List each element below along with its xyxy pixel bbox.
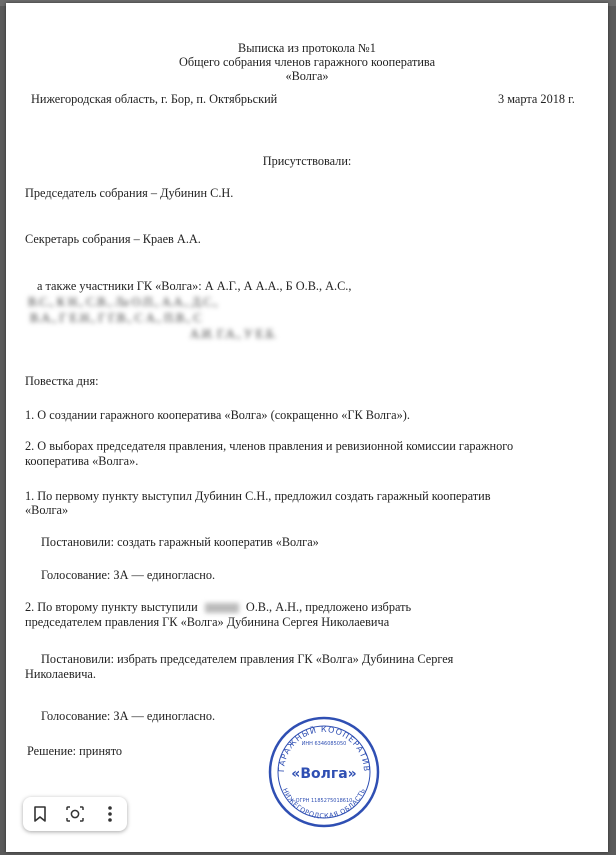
doc-title-line2: Общего собрания членов гаражного кооператива: [178, 55, 436, 69]
chairman-line: Председатель собрания – Дубинин С.Н.: [25, 186, 234, 200]
vote-2: Голосование: ЗА — единогласно.: [41, 709, 216, 723]
second-item-speech-cont: председателем правления ГК «Волга» Дубинина Сергея Николаевича: [25, 615, 390, 629]
stamp-top-text: ГАРАЖНЫЙ КООПЕРАТИВ: [276, 724, 372, 773]
document-page: [6, 3, 608, 852]
stamp-bottom-text: НИЖЕГОРОДСКАЯ ОБЛАСТЬ: [280, 786, 368, 821]
doc-title-line1: Выписка из протокола №1: [238, 41, 376, 55]
agenda-item-2-cont: кооператива «Волга».: [25, 454, 139, 468]
stamp-name: «Волга»: [291, 766, 357, 782]
bookmark-icon: [33, 806, 47, 822]
lens-icon: [65, 805, 85, 823]
second-item-intro: 2. По второму пункту выступили: [25, 600, 198, 614]
meeting-place: Нижегородская область, г. Бор, п. Октябрьский: [31, 92, 278, 106]
present-heading: Присутствовали:: [262, 154, 352, 168]
participants-line: В.С., К Н., С.В., Ла О.П., А.А., Д.С.,: [28, 295, 218, 309]
resolution-2: Постановили: избрать председателем правления ГК «Волга» Дубинина Сергея: [41, 652, 454, 666]
more-vert-icon: [107, 805, 113, 823]
more-options-button[interactable]: [97, 801, 123, 827]
meeting-date: 3 марта 2018 г.: [498, 92, 575, 106]
vote-1: Голосование: ЗА — единогласно.: [41, 568, 216, 582]
resolution-2-cont: Николаевича.: [25, 667, 96, 681]
doc-title-line3: «Волга»: [285, 69, 329, 83]
participants-line: В.А., Г Е.Н., Г Г.В., С А., П.В., С: [30, 311, 202, 325]
first-item-speech: 1. По первому пункту выступил Дубинин С.Н., предложил создать гаражный кооператив: [25, 489, 491, 503]
decision-line: Решение: принято: [27, 744, 123, 758]
second-item-names: О.В., А.Н.,: [245, 600, 303, 614]
resolution-1: Постановили: создать гаражный кооператив «Волга»: [41, 535, 319, 549]
stamp-ogrn: ОГРН 1185275018610: [295, 798, 353, 804]
first-item-speech-cont: «Волга»: [25, 503, 69, 517]
participants-line: [37, 279, 351, 294]
secretary-line: Секретарь собрания – Краев А.А.: [25, 232, 201, 246]
agenda-item-1: 1. О создании гаражного кооператива «Волга» (сокращенно «ГК Волга»).: [25, 408, 410, 422]
agenda-item-2: 2. О выборах председателя правления, членов правления и ревизионной комиссии гаражного: [25, 439, 514, 453]
participants-line: А.И. Г.А., У Е.Б.: [190, 327, 277, 341]
stamp-inn: ИНН 6346085050: [301, 741, 347, 747]
cooperative-stamp: [268, 716, 380, 828]
second-item-speech: [25, 600, 411, 615]
participants-intro: а также участники ГК «Волга»: А А.Г., А А.А., Б О.В., А.С.,: [37, 279, 352, 293]
floating-toolbar: [23, 797, 127, 831]
redacted-name: [205, 603, 239, 613]
agenda-heading: Повестка дня:: [25, 374, 99, 388]
lens-button[interactable]: [62, 801, 88, 827]
second-item-tail: предложено избрать: [305, 600, 412, 614]
bookmark-button[interactable]: [27, 801, 53, 827]
